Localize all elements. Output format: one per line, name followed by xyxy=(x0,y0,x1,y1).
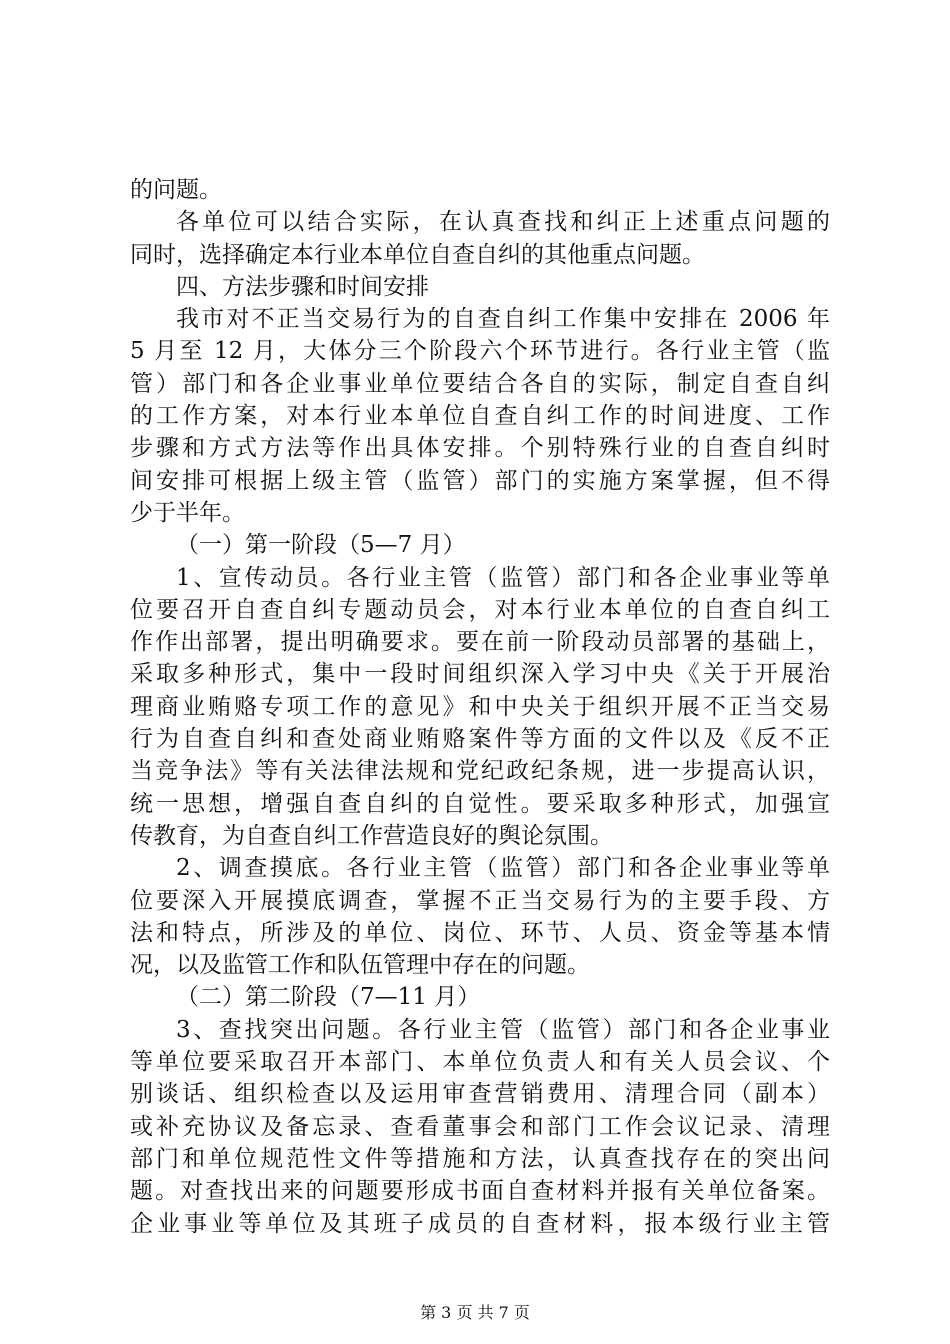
text-line: 法和特点，所涉及的单位、岗位、环节、人员、资金等基本情 xyxy=(130,919,830,946)
text-line: 行为自查自纠和查处商业贿赂案件等方面的文件以及《反不正 xyxy=(130,726,830,753)
text-line: 的问题。 xyxy=(130,177,222,203)
text-line: 我市对不正当交易行为的自查自纠工作集中安排在 2006 年 xyxy=(176,306,830,333)
text-line: 同时，选择确定本行业本单位自查自纠的其他重点问题。 xyxy=(130,241,705,268)
text-line: 况，以及监管工作和队伍管理中存在的问题。 xyxy=(130,952,590,979)
text-line: 当竞争法》等有关法律法规和党纪政纪条规，进一步提高认识， xyxy=(130,758,830,785)
text-line: 管）部门和各企业事业单位要结合各自的实际，制定自查自纠 xyxy=(130,370,830,397)
text-line: 传教育，为自查自纠工作营造良好的舆论氛围。 xyxy=(130,822,613,849)
text-line: 2、调查摸底。各行业主管（监管）部门和各企业事业等单 xyxy=(176,855,830,882)
text-line: 采取多种形式，集中一段时间组织深入学习中央《关于开展治 xyxy=(130,661,830,688)
text-line: 的工作方案，对本行业本单位自查自纠工作的时间进度、工作 xyxy=(130,403,830,430)
body-text xyxy=(130,174,830,1240)
text-line: （二）第二阶段（7—11 月） xyxy=(176,984,481,1011)
text-line: 等单位要采取召开本部门、本单位负责人和有关人员会议、个 xyxy=(130,1049,830,1076)
text-line: 别谈话、组织检查以及运用审查营销费用、清理合同（副本） xyxy=(130,1081,830,1108)
text-line: 5 月至 12 月，大体分三个阶段六个环节进行。各行业主管（监 xyxy=(130,338,830,365)
page-footer: 第 3 页 共 7 页 xyxy=(420,1303,530,1322)
text-line: 企业事业等单位及其班子成员的自查材料，报本级行业主管 xyxy=(130,1210,830,1237)
text-line: 1、宣传动员。各行业主管（监管）部门和各企业事业等单 xyxy=(176,564,830,591)
text-line: 步骤和方式方法等作出具体安排。个别特殊行业的自查自纠时 xyxy=(130,435,830,462)
text-line: 位要深入开展摸底调查，掌握不正当交易行为的主要手段、方 xyxy=(130,887,830,914)
text-line: 四、方法步骤和时间安排 xyxy=(176,273,429,300)
text-line: 作作出部署，提出明确要求。要在前一阶段动员部署的基础上， xyxy=(130,629,830,656)
text-line: 题。对查找出来的问题要形成书面自查材料并报有关单位备案。 xyxy=(130,1178,830,1205)
text-line: 3、查找突出问题。各行业主管（监管）部门和各企业事业 xyxy=(176,1016,830,1043)
text-line: 部门和单位规范性文件等措施和方法，认真查找存在的突出问 xyxy=(130,1145,830,1172)
text-line: 各单位可以结合实际，在认真查找和纠正上述重点问题的 xyxy=(176,209,830,236)
text-line: 间安排可根据上级主管（监管）部门的实施方案掌握，但不得 xyxy=(130,467,830,494)
text-line: 位要召开自查自纠专题动员会，对本行业本单位的自查自纠工 xyxy=(130,596,830,623)
text-line: 理商业贿赂专项工作的意见》和中央关于组织开展不正当交易 xyxy=(130,693,830,720)
text-line: 统一思想，增强自查自纠的自觉性。要采取多种形式，加强宣 xyxy=(130,790,830,817)
text-line: （一）第一阶段（5—7 月） xyxy=(176,532,466,559)
text-line: 或补充协议及备忘录、查看董事会和部门工作会议记录、清理 xyxy=(130,1113,830,1140)
text-line: 少于半年。 xyxy=(130,499,245,526)
